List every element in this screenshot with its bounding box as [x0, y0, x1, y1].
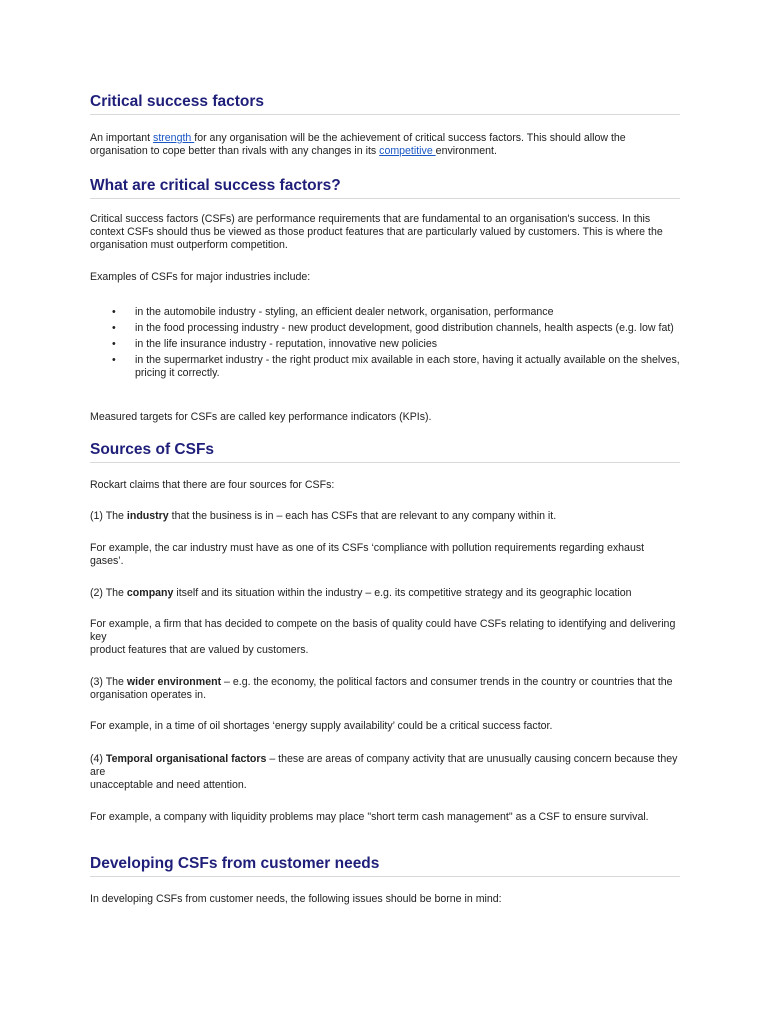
- csf-definition-paragraph: Critical success factors (CSFs) are performance requirements that are fundamental to an organisation's success. In this context CSFs should thus be viewed as those product features that are particularly valued by customers. This is where the organisation must outperform competition.: [90, 213, 663, 251]
- source-prefix: (3) The: [90, 676, 127, 688]
- source-description: – e.g. the economy, the political factors and consumer trends in the country or countries that the organisation operates in.: [90, 676, 673, 701]
- source-prefix: (2) The: [90, 587, 127, 599]
- bullet-glyph: •: [112, 306, 116, 318]
- source-term-company: company: [126, 587, 174, 599]
- rockart-paragraph: Rockart claims that there are four sources for CSFs:: [90, 479, 335, 491]
- industry-example-paragraph: For example, the car industry must have as one of its CSFs ‘compliance with pollution requirements regarding exhaust gases’.: [90, 542, 645, 567]
- source-description-line-2: unacceptable and need attention.: [90, 779, 247, 791]
- source-description: – these are areas of company activity that are unusually causing concern because they are: [90, 753, 678, 778]
- source-term-wider-environment: wider environment: [126, 676, 222, 688]
- source-industry-paragraph: [90, 510, 680, 523]
- bullet-glyph: •: [112, 338, 116, 350]
- list-item-text: in the automobile industry - styling, an efficient dealer network, organisation, performance: [135, 306, 554, 318]
- source-description: itself and its situation within the industry – e.g. its competitive strategy and its geographic location: [173, 587, 632, 599]
- temporal-example-paragraph: For example, a company with liquidity problems may place "short term cash management" as a CSF to ensure survival.: [90, 811, 649, 823]
- intro-text-3: environment.: [435, 145, 497, 157]
- source-temporal-paragraph: [90, 753, 680, 792]
- company-example-paragraph: [90, 618, 680, 657]
- heading-what-are-csfs: What are critical success factors?: [90, 177, 680, 199]
- list-item-text: in the food processing industry - new product development, good distribution channels, health aspects (e.g. low fat): [135, 322, 674, 334]
- heading-sources-of-csfs: Sources of CSFs: [90, 441, 680, 463]
- examples-intro-paragraph: Examples of CSFs for major industries include:: [90, 271, 311, 283]
- intro-text-2: for any organisation will be the achievement of critical success factors. This should allow the organisation to cope better than rivals with any changes in its: [90, 132, 626, 157]
- bullet-glyph: •: [112, 322, 116, 334]
- list-item-text: in the supermarket industry - the right product mix available in each store, having it actually available on the shelves, pricing it correctly.: [135, 354, 680, 379]
- competitive-link[interactable]: competitive: [379, 145, 436, 157]
- strength-link[interactable]: strength: [153, 132, 195, 144]
- source-prefix: (4): [90, 753, 106, 765]
- heading-critical-success-factors: Critical success factors: [90, 93, 680, 115]
- kpi-paragraph: Measured targets for CSFs are called key performance indicators (KPIs).: [90, 411, 432, 423]
- industry-examples-list: [90, 306, 680, 380]
- list-item: [90, 354, 680, 380]
- developing-csfs-paragraph: In developing CSFs from customer needs, the following issues should be borne in mind:: [90, 893, 502, 905]
- intro-paragraph: [90, 132, 680, 158]
- environment-example-paragraph: For example, in a time of oil shortages ‘energy supply availability’ could be a critical success factor.: [90, 720, 553, 732]
- list-item-text: in the life insurance industry - reputation, innovative new policies: [135, 338, 438, 350]
- source-company-paragraph: [90, 587, 680, 600]
- source-term-temporal: Temporal organisational factors: [105, 753, 267, 765]
- source-environment-paragraph: [90, 676, 680, 702]
- list-item: [90, 322, 680, 335]
- company-example-line-1: For example, a firm that has decided to compete on the basis of quality could have CSFs relating to identifying and delivering key: [90, 618, 676, 643]
- intro-text-1: An important: [90, 132, 154, 144]
- source-prefix: (1) The: [90, 510, 127, 522]
- list-item: [90, 306, 680, 319]
- source-description: that the business is in – each has CSFs that are relevant to any company within it.: [168, 510, 557, 522]
- company-example-line-2: product features that are valued by customers.: [90, 644, 309, 656]
- list-item: [90, 338, 680, 351]
- heading-developing-csfs: Developing CSFs from customer needs: [90, 855, 680, 877]
- source-term-industry: industry: [126, 510, 169, 522]
- bullet-glyph: •: [112, 354, 116, 366]
